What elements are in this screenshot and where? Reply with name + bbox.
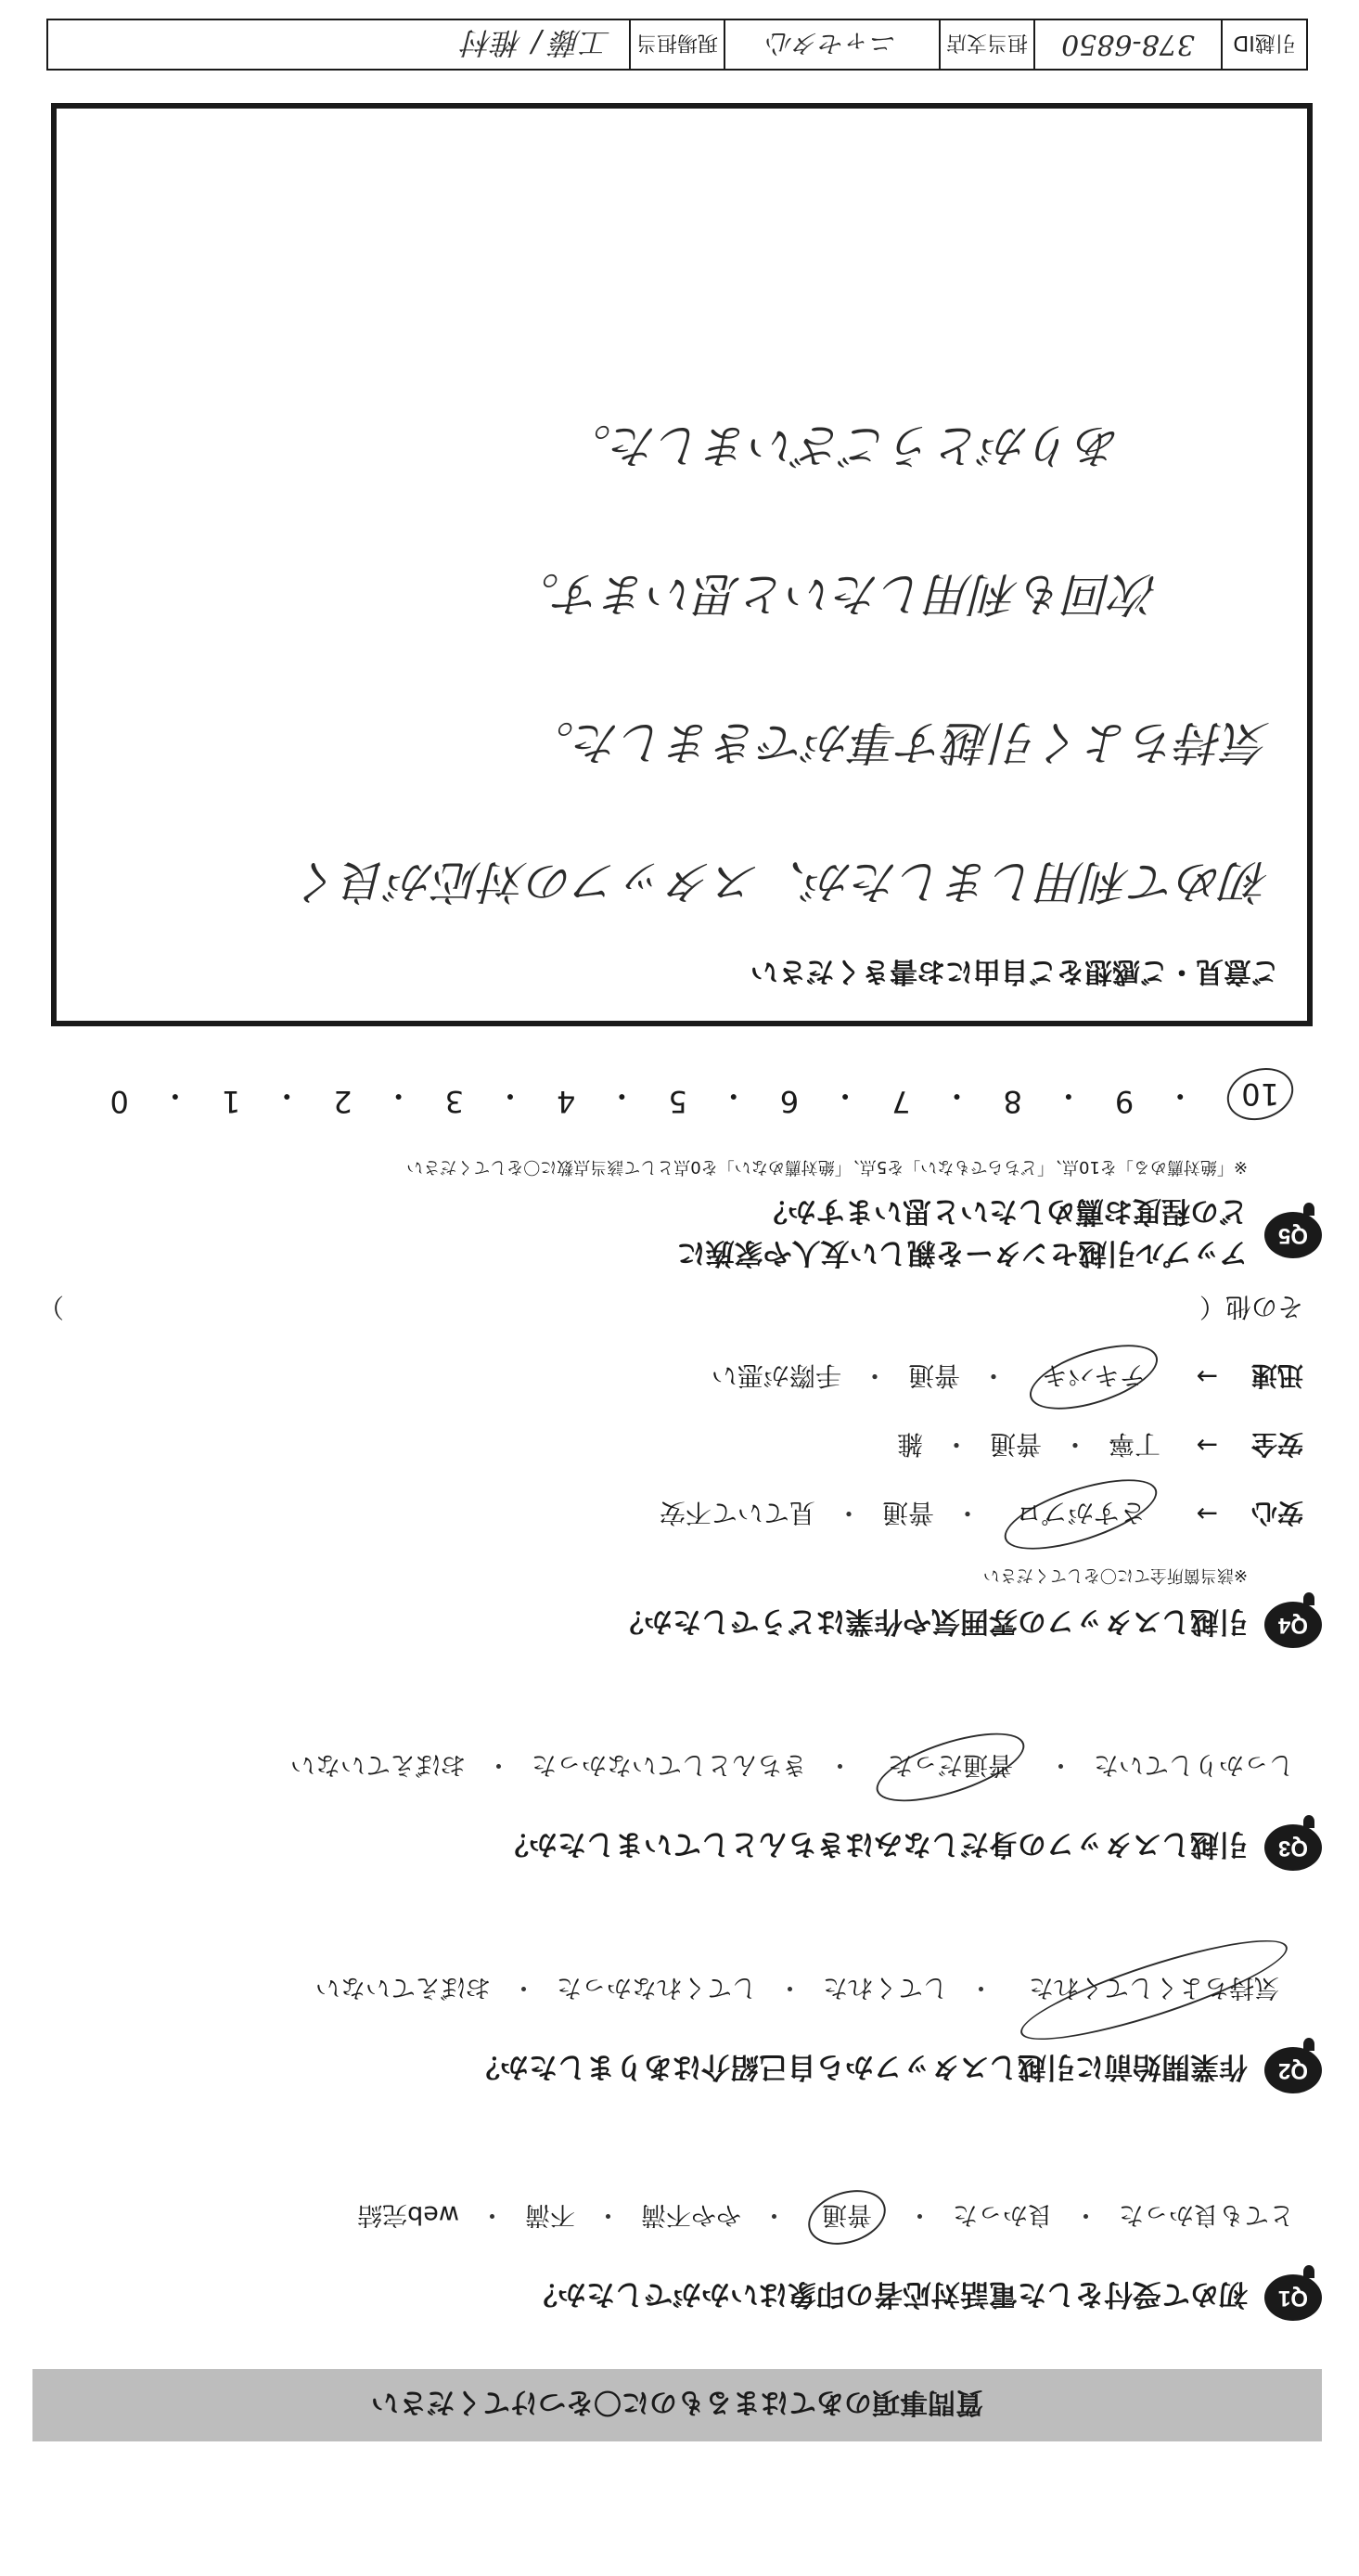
q5-score[interactable]: 6	[779, 1084, 800, 1119]
q4-option[interactable]: 手際が悪い	[711, 1360, 841, 1391]
q4-row-label: 安全	[1250, 1429, 1303, 1460]
q4-row-anshin: 安心 → さすがプロ ・ 普通 ・ 見ていて不安	[23, 1488, 1303, 1540]
q1-text: 初めて受付をした電話対応者の印象はいかがでしたか？	[529, 2277, 1248, 2312]
q5-score[interactable]: 9	[1114, 1084, 1135, 1119]
staff-value: 工藤 / 椎村	[462, 25, 610, 60]
q1-option[interactable]: 不満	[525, 2200, 575, 2229]
q2-option[interactable]: してくれた	[823, 1973, 948, 2002]
comment-title: ご意見・ご感想をご自由にお書きください	[750, 955, 1279, 987]
arrow-right-icon: →	[1196, 1499, 1218, 1530]
q4-badge: Q4	[1264, 1602, 1322, 1648]
q4-other-label: その他（	[1199, 1292, 1303, 1322]
branch-value: ニャセタ心	[724, 20, 939, 69]
q2-badge: Q2	[1264, 2047, 1322, 2093]
q3-option[interactable]: しっかりしていた	[1094, 1750, 1294, 1779]
q1-option[interactable]: 良かった	[953, 2200, 1053, 2229]
question-4	[23, 1290, 1322, 1648]
q2-options: 気持ちよくしてくれた ・ してくれた ・ してくれなかった ・ おぼえていない	[23, 1964, 1294, 2016]
q1-option-selected[interactable]: 普通	[801, 2181, 893, 2254]
q2-text: 作業開始前に引越しスタッフから自己紹介はありましたか？	[471, 2050, 1248, 2084]
question-2	[23, 1964, 1322, 2093]
q2-option[interactable]: おぼえていない	[315, 1973, 491, 2002]
comment-line: ありがとうございました。	[565, 419, 1122, 472]
q4-other-close: ）	[37, 1292, 64, 1322]
q5-score[interactable]: 7	[891, 1084, 911, 1119]
q3-text: 引越しスタッフの身だしなみはきちんとしていましたか？	[500, 1827, 1248, 1861]
id-table	[46, 19, 1308, 71]
comment-line: 初めて利用しましたが、スタッフの対応が良く	[296, 855, 1270, 908]
q5-note: ※「絶対薦める」を10点、「どちらでもない」を5点、「絶対薦めない」を0点として該当点数に〇をしてください	[406, 1157, 1248, 1177]
q5-score[interactable]: 4	[557, 1084, 576, 1119]
q3-option[interactable]: きちんとしていなかった	[532, 1750, 807, 1779]
q4-text: 引越しスタッフの雰囲気や作業はどうでしたか？	[615, 1604, 1248, 1639]
banner-text: 質問事項のあてはまるものに〇をつけてください	[371, 2386, 983, 2418]
q4-note: ※該当箇所全てに〇をしてください	[982, 1565, 1248, 1585]
q5-score[interactable]: 5	[668, 1084, 687, 1119]
q4-option[interactable]: 普通	[989, 1429, 1042, 1460]
staff-label: 現場担当	[629, 20, 724, 69]
comment-box[interactable]	[51, 103, 1313, 1026]
q2-option-selected[interactable]: 気持ちよくしてくれた	[1013, 1923, 1295, 2058]
q4-option[interactable]: 普通	[881, 1498, 934, 1528]
question-3	[23, 1742, 1322, 1871]
question-5	[23, 1156, 1322, 1277]
q5-score[interactable]: 0	[109, 1084, 129, 1119]
q4-option-selected[interactable]: テキパキ	[1022, 1332, 1165, 1423]
q1-option[interactable]: やや不満	[641, 2200, 741, 2229]
q5-text-line1: アップル引越センターを親しい友人や家族に	[676, 1236, 1248, 1269]
q5-score[interactable]: 2	[333, 1084, 353, 1119]
id-value: 378-6850	[1033, 20, 1221, 69]
q2-option[interactable]: してくれなかった	[557, 1973, 757, 2002]
q5-scale: 10 ・ 9 ・ 8 ・ 7 ・ 6 ・ 5 ・ 4 ・ 3 ・ 2 ・ 1 ・ 0	[110, 1069, 1294, 1119]
branch-label: 担当支店	[939, 20, 1033, 69]
comment-line: 気持ちよく引越す事ができました。	[528, 715, 1270, 769]
arrow-right-icon: →	[1196, 1361, 1218, 1393]
q5-score[interactable]: 3	[444, 1084, 465, 1119]
q5-score[interactable]: 1	[221, 1084, 241, 1119]
q3-option-selected[interactable]: 普通だった	[869, 1719, 1032, 1816]
q5-score-selected[interactable]: 10	[1221, 1060, 1301, 1128]
q4-row-jinsoku: 迅速 → テキパキ ・ 普通 ・ 手際が悪い	[23, 1351, 1303, 1403]
comment-line: 次回も利用したいと思います。	[513, 567, 1159, 621]
q5-badge: Q5	[1264, 1212, 1322, 1258]
q1-option[interactable]: とても良かった	[1119, 2200, 1294, 2229]
q4-option-selected[interactable]: さすがプロ	[997, 1465, 1165, 1564]
arrow-right-icon: →	[1196, 1430, 1218, 1462]
q1-option[interactable]: web完結	[357, 2200, 459, 2229]
question-1	[23, 2192, 1322, 2321]
q5-score[interactable]: 8	[1003, 1084, 1022, 1119]
id-label: 引越ID	[1221, 20, 1306, 69]
q4-other	[23, 1290, 1303, 1327]
q4-option[interactable]: 雑	[896, 1429, 923, 1460]
q4-row-label: 安心	[1250, 1498, 1303, 1528]
q4-option[interactable]: 丁寧	[1108, 1429, 1160, 1460]
q3-badge: Q3	[1264, 1824, 1322, 1871]
q4-row-anzen: 安全 → 丁寧 ・ 普通 ・ 雑	[23, 1427, 1303, 1464]
q1-badge: Q1	[1264, 2274, 1322, 2321]
q3-options: しっかりしていた ・ 普通だった ・ きちんとしていなかった ・ おぼえていない	[23, 1742, 1294, 1793]
q4-option[interactable]: 見ていて不安	[659, 1498, 815, 1528]
q1-options: とても良かった ・ 良かった ・ 普通 ・ やや不満 ・ 不満 ・ web完結	[23, 2192, 1294, 2243]
q3-option[interactable]: おぼえていない	[290, 1750, 466, 1779]
q4-option[interactable]: 普通	[907, 1360, 960, 1391]
q5-text-line2: どの程度お薦めしたいと思いますか？	[759, 1194, 1248, 1228]
q4-row-label: 迅速	[1250, 1360, 1303, 1391]
instructions-banner	[32, 2369, 1322, 2441]
